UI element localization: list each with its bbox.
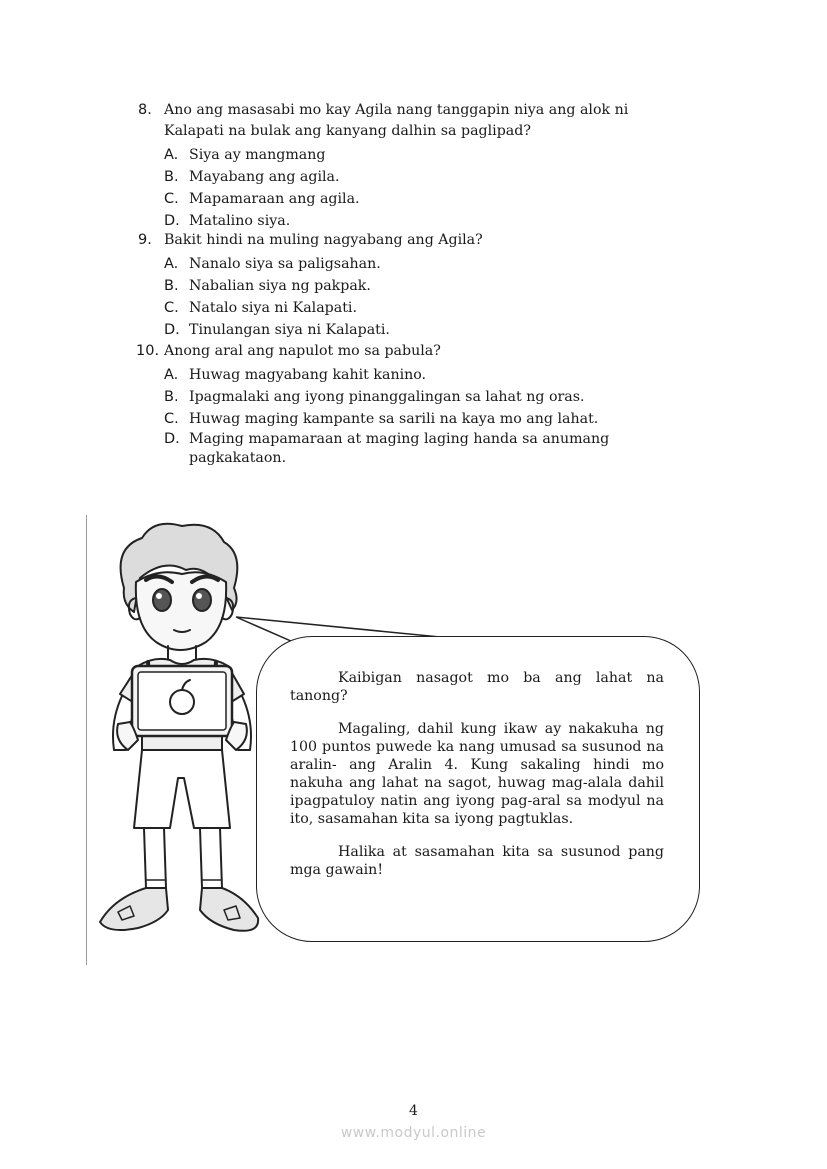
choice-list xyxy=(164,253,678,341)
choice-letter: A. xyxy=(164,147,179,163)
choice-letter: C. xyxy=(164,411,179,427)
choice-item xyxy=(164,210,678,232)
bubble-paragraph: Magaling, dahil kung ikaw ay nakakuha ng 100 puntos puwede ka nang umusad sa susunod na aralin- ang Aralin 4. Kung sakaling hindi mo nakuha ang lahat na sagot, huwag mag-alala dahil ipagpatuloy natin ang iyong pag-aral sa modyul na ito, sasamahan kita sa iyong pagtuklas. xyxy=(290,721,664,827)
choice-text: Ipagmalaki ang iyong pinanggalingan sa lahat ng oras. xyxy=(189,389,585,405)
choice-item xyxy=(164,253,678,275)
choice-item xyxy=(164,188,678,210)
choice-letter: B. xyxy=(164,389,179,405)
choice-text: Nanalo siya sa paligsahan. xyxy=(189,256,381,272)
margin-rule xyxy=(86,515,87,965)
choice-text: Maging mapamaraan at maging laging handa sa anumang pagkakataon. xyxy=(189,431,610,466)
question-number: 8. xyxy=(138,102,152,118)
choice-letter: A. xyxy=(164,256,179,272)
choice-list xyxy=(164,144,678,232)
choice-text: Nabalian siya ng pakpak. xyxy=(189,278,371,294)
question-text: Bakit hindi na muling nagyabang ang Agila? xyxy=(164,232,483,248)
choice-text: Matalino siya. xyxy=(189,213,291,229)
bubble-paragraph: Kaibigan nasagot mo ba ang lahat na tanong? xyxy=(290,670,664,704)
choice-letter: C. xyxy=(164,300,179,316)
choice-text: Tinulangan siya ni Kalapati. xyxy=(189,322,390,338)
choice-item xyxy=(164,319,678,341)
choice-list xyxy=(164,364,678,468)
choice-item xyxy=(164,430,678,468)
choice-text: Natalo siya ni Kalapati. xyxy=(189,300,357,316)
question-8 xyxy=(138,100,678,232)
question-text: Anong aral ang napulot mo sa pabula? xyxy=(164,343,441,359)
choice-item xyxy=(164,144,678,166)
choice-text: Mayabang ang agila. xyxy=(189,169,340,185)
choice-text: Huwag magyabang kahit kanino. xyxy=(189,367,427,383)
choice-letter: D. xyxy=(164,322,180,338)
choice-letter: D. xyxy=(164,431,180,447)
choice-item xyxy=(164,297,678,319)
choice-letter: C. xyxy=(164,191,179,207)
question-text: Ano ang masasabi mo kay Agila nang tanggapin niya ang alok ni Kalapati na bulak ang kanyang dalhin sa paglipad? xyxy=(164,102,629,139)
bubble-paragraph: Halika at sasamahan kita sa susunod pang mga gawain! xyxy=(290,844,664,878)
choice-letter: B. xyxy=(164,278,179,294)
question-number: 10. xyxy=(136,343,160,359)
boy-holding-tablet-illustration xyxy=(94,518,274,950)
question-number: 9. xyxy=(138,232,152,248)
choice-letter: D. xyxy=(164,213,180,229)
choice-text: Siya ay mangmang xyxy=(189,147,326,163)
speech-bubble-text xyxy=(290,669,664,894)
choice-text: Mapamaraan ang agila. xyxy=(189,191,360,207)
page-number: 4 xyxy=(409,1103,418,1119)
choice-letter: B. xyxy=(164,169,179,185)
watermark: www.modyul.online xyxy=(340,1125,487,1141)
question-9 xyxy=(138,230,678,341)
choice-text: Huwag maging kampante sa sarili na kaya mo ang lahat. xyxy=(189,411,599,427)
choice-item xyxy=(164,386,678,408)
choice-letter: A. xyxy=(164,367,179,383)
choice-item xyxy=(164,275,678,297)
choice-item xyxy=(164,166,678,188)
choice-item xyxy=(164,408,678,430)
question-10 xyxy=(138,341,678,468)
choice-item xyxy=(164,364,678,386)
